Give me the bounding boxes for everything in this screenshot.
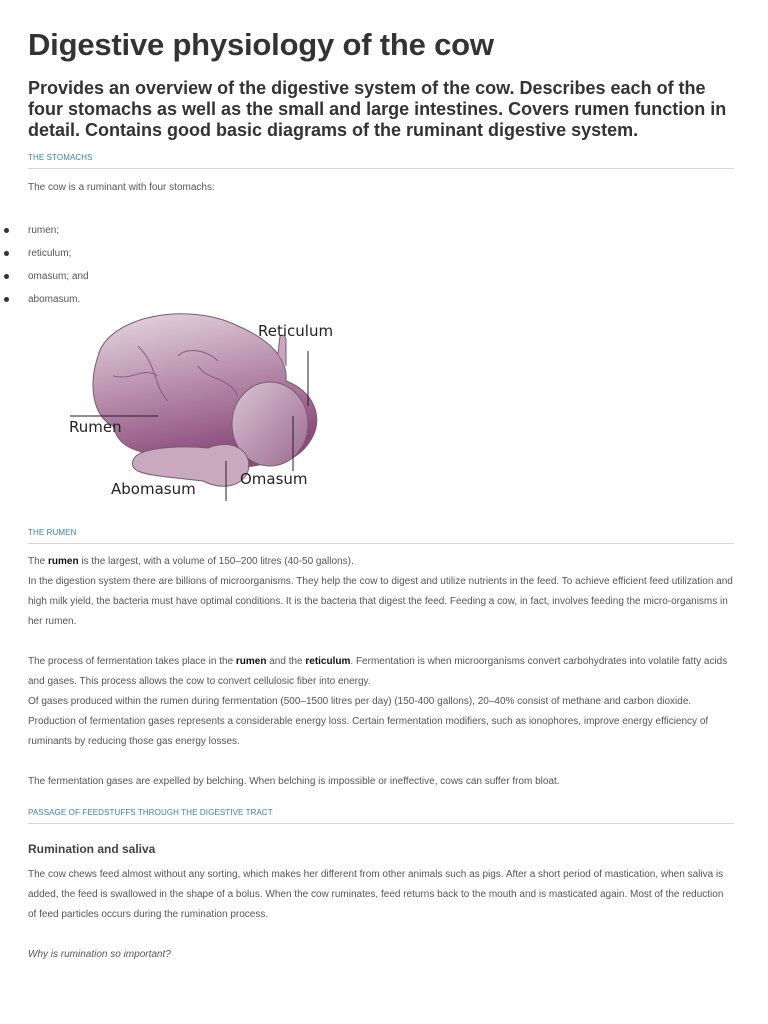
rumination-question: Why is rumination so important? bbox=[28, 949, 171, 960]
list-item: omasum; and bbox=[28, 267, 89, 290]
bullet-icon bbox=[4, 297, 9, 302]
rumen-paragraph-3: The process of fermentation takes place in the rumen and the reticulum. Fermentation is when microorganisms convert carbohydrates into volatile fatty acids and gases. This process allows the cow to convert cellulosic fiber into energy. bbox=[28, 656, 728, 687]
rumen-paragraph-5: The fermentation gases are expelled by belching. When belching is impossible or ineffective, cows can suffer from bloat. bbox=[28, 776, 560, 787]
rumination-paragraph: The cow chews feed almost without any sorting, which makes her different from other animals such as pigs. After a short period of mastication, when saliva is added, the feed is swallowed in the shape of a bolus. When the cow ruminates, feed returns back to the mouth and is masticated again. Most of the reduction of feed particles occurs during the rumination process. bbox=[28, 869, 724, 920]
label-omasum: Omasum bbox=[240, 470, 308, 488]
list-item: reticulum; bbox=[28, 244, 89, 267]
stomachs-intro: The cow is a ruminant with four stomachs: bbox=[28, 182, 215, 193]
page-subtitle: Provides an overview of the digestive system of the cow. Describes each of the four stomachs as well as the small and large intestines. Covers rumen function in detail. Contains good basic diagrams of the ruminant digestive system. bbox=[28, 78, 727, 140]
bullet-icon bbox=[4, 274, 9, 279]
list-item: abomasum. bbox=[28, 290, 89, 313]
stomach-diagram bbox=[38, 306, 338, 506]
bullet-icon bbox=[4, 228, 9, 233]
rumen-paragraph-4: Of gases produced within the rumen during fermentation (500–1500 litres per day) (150-400 gallons), 20–40% consist of methane and carbon dioxide. Production of fermentation gases represents a considerable energy loss. Certain fermentation modifiers, such as ionophores, improve energy efficiency of ruminants by reducing those gas energy losses. bbox=[28, 696, 709, 747]
label-rumen: Rumen bbox=[69, 418, 122, 436]
rumen-paragraph-2: In the digestion system there are billions of microorganisms. They help the cow to digest and utilize nutrients in the feed. To achieve efficient feed utilization and high milk yield, the bacteria must have optimal conditions. It is the bacteria that digest the feed. Feeding a cow, in fact, involves feeding the micro-organisms in her rumen. bbox=[28, 576, 733, 627]
stomach-list bbox=[28, 221, 89, 313]
bullet-icon bbox=[4, 251, 9, 256]
section-heading-rumen: THE RUMEN bbox=[28, 528, 734, 544]
rumen-paragraph-1: The rumen is the largest, with a volume of 150–200 litres (40-50 gallons). bbox=[28, 556, 354, 567]
page-title: Digestive physiology of the cow bbox=[28, 27, 494, 62]
subheading-rumination: Rumination and saliva bbox=[28, 842, 156, 856]
label-abomasum: Abomasum bbox=[111, 480, 196, 498]
label-reticulum: Reticulum bbox=[258, 322, 334, 340]
section-heading-passage: PASSAGE OF FEEDSTUFFS THROUGH THE DIGESTIVE TRACT bbox=[28, 808, 734, 824]
list-item: rumen; bbox=[28, 221, 89, 244]
section-heading-stomachs: THE STOMACHS bbox=[28, 153, 734, 169]
